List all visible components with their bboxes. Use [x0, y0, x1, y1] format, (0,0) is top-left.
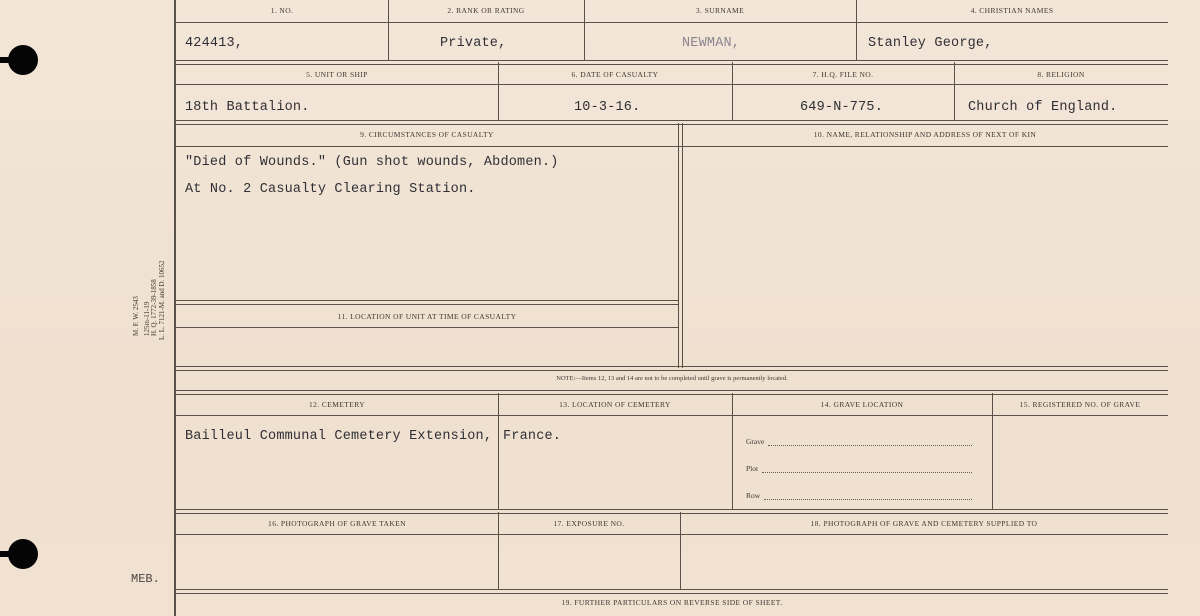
punch-hole-bottom	[8, 539, 38, 569]
unit: 18th Battalion.	[185, 100, 310, 115]
header-christian-names: 4. CHRISTIAN NAMES	[970, 6, 1054, 15]
header-religion: 8. RELIGION	[1037, 70, 1085, 79]
header-further-particulars: 19. FURTHER PARTICULARS ON REVERSE SIDE OF SHEET.	[561, 598, 783, 607]
christian-names: Stanley George,	[868, 36, 993, 51]
header-grave-location: 14. GRAVE LOCATION	[820, 400, 904, 409]
header-cemetery: 12. CEMETERY	[308, 400, 366, 409]
header-number: 1. NO.	[270, 6, 294, 15]
grave-line	[768, 444, 972, 446]
circumstances-line-2: At No. 2 Casualty Clearing Station.	[185, 182, 476, 197]
header-photograph-supplied: 18. PHOTOGRAPH OF GRAVE AND CEMETERY SUPPLIED TO	[810, 519, 1038, 528]
cemetery-location: France.	[503, 429, 562, 444]
header-rank: 2. RANK OR RATING	[447, 6, 525, 15]
header-date: 6. DATE OF CASUALTY	[571, 70, 659, 79]
header-exposure-no: 17. EXPOSURE NO.	[553, 519, 625, 528]
header-registered-number: 15. REGISTERED NO. OF GRAVE	[1019, 400, 1141, 409]
plot-line	[762, 471, 972, 473]
header-next-of-kin: 10. NAME, RELATIONSHIP AND ADDRESS OF NEXT OF KIN	[813, 130, 1037, 139]
print-reference-4: L. L. 7121-M. and D. 10652	[158, 260, 166, 340]
header-surname: 3. SURNAME	[695, 6, 745, 15]
note: NOTE:—Items 12, 13 and 14 are not to be completed until grave is permanently located.	[556, 375, 788, 382]
clerk-initials: MEB.	[131, 572, 160, 586]
header-hq-file: 7. H.Q. FILE NO.	[812, 70, 874, 79]
surname: NEWMAN,	[682, 36, 741, 51]
header-circumstances: 9. CIRCUMSTANCES OF CASUALTY	[360, 130, 494, 139]
circumstances-line-1: "Died of Wounds." (Gun shot wounds, Abdomen.)	[185, 155, 559, 170]
row-line	[764, 498, 972, 500]
header-photograph-taken: 16. PHOTOGRAPH OF GRAVE TAKEN	[268, 519, 406, 528]
print-reference-1: M. F. W. 2543	[132, 296, 140, 336]
header-unit: 5. UNIT OR SHIP	[306, 70, 368, 79]
date-of-casualty: 10-3-16.	[574, 100, 641, 115]
grave-label: Grave	[746, 437, 765, 446]
service-number: 424413,	[185, 36, 244, 51]
print-reference-2: 125m-11-19	[143, 301, 151, 336]
row-label: Row	[746, 491, 761, 500]
plot-label: Plot	[746, 464, 759, 473]
religion: Church of England.	[968, 100, 1118, 115]
punch-hole-top	[8, 45, 38, 75]
print-reference-3: H. Q. 1772-39-1858	[150, 279, 158, 336]
cemetery-name: Bailleul Communal Cemetery Extension,	[185, 429, 493, 444]
header-cemetery-location: 13. LOCATION OF CEMETERY	[559, 400, 671, 409]
rank: Private,	[440, 36, 507, 51]
header-unit-location: 11. LOCATION OF UNIT AT TIME OF CASUALTY	[337, 312, 517, 321]
hq-file-number: 649-N-775.	[800, 100, 884, 115]
